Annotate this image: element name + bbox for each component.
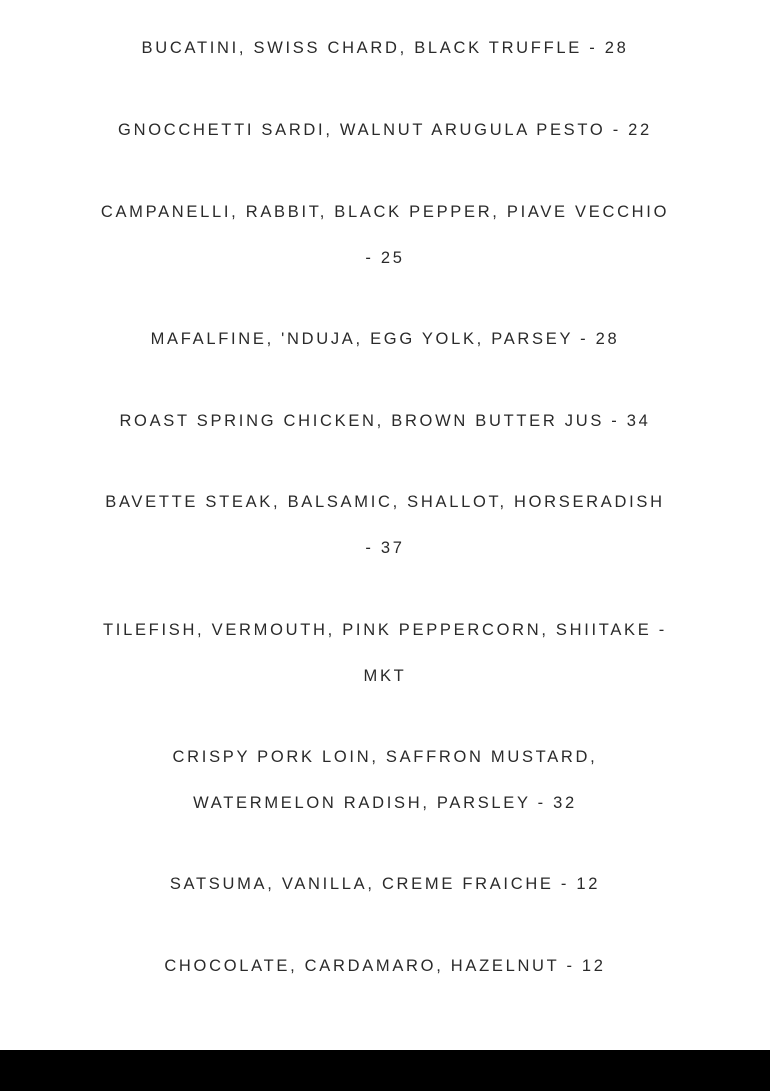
menu-item-text: MAFALFINE, 'NDUJA, EGG YOLK, PARSEY - 28 xyxy=(150,330,620,348)
menu-item-text: BAVETTE STEAK, BALSAMIC, SHALLOT, HORSERADISH xyxy=(105,493,665,511)
menu-item-price: MKT xyxy=(363,667,407,685)
menu-item-text: ROAST SPRING CHICKEN, BROWN BUTTER JUS - 34 xyxy=(119,412,651,430)
menu-item-campanelli xyxy=(95,189,675,281)
menu-item-spring-chicken xyxy=(95,398,675,444)
menu-item-satsuma xyxy=(95,861,675,907)
menu-item-price: - 37 xyxy=(365,539,405,557)
menu-item-text: BUCATINI, SWISS CHARD, BLACK TRUFFLE - 28 xyxy=(141,39,629,57)
menu-item-bavette-steak xyxy=(95,479,675,571)
menu-item-text-continued: WATERMELON RADISH, PARSLEY - 32 xyxy=(193,794,577,812)
menu-item-text: GNOCCHETTI SARDI, WALNUT ARUGULA PESTO - 22 xyxy=(118,121,652,139)
menu-item-pork-loin xyxy=(95,734,675,826)
menu-item-text: TILEFISH, VERMOUTH, PINK PEPPERCORN, SHIITAKE - xyxy=(103,621,667,639)
menu-item-gnocchetti xyxy=(95,107,675,153)
footer-bar xyxy=(0,1050,770,1091)
menu-item-bucatini xyxy=(95,25,675,71)
menu-item-tilefish xyxy=(95,607,675,699)
menu-item-text: CHOCOLATE, CARDAMARO, HAZELNUT - 12 xyxy=(164,957,606,975)
menu-item-text: CAMPANELLI, RABBIT, BLACK PEPPER, PIAVE VECCHIO xyxy=(100,203,670,221)
menu-item-price: - 25 xyxy=(365,249,405,267)
menu-item-text: SATSUMA, VANILLA, CREME FRAICHE - 12 xyxy=(169,875,601,893)
menu-item-chocolate xyxy=(95,943,675,989)
menu-item-mafalfine xyxy=(95,316,675,362)
menu-item-text: CRISPY PORK LOIN, SAFFRON MUSTARD, xyxy=(172,748,598,766)
